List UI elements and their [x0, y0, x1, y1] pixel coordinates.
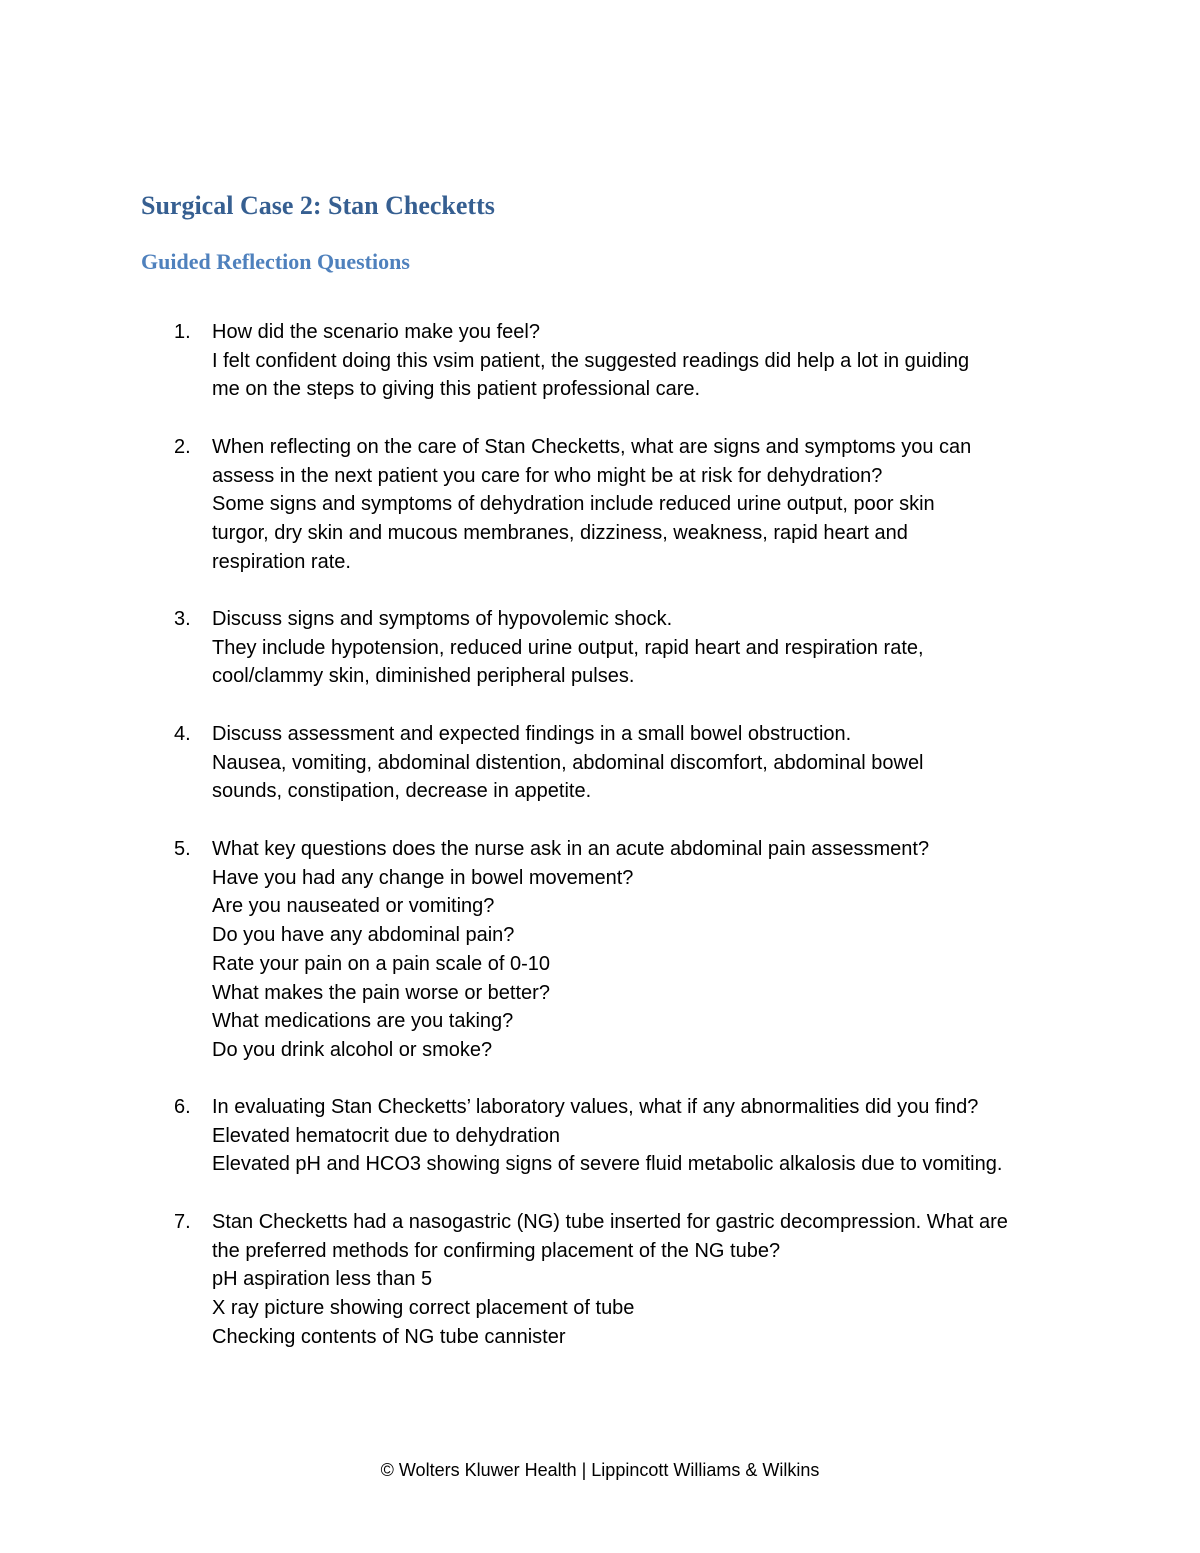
question-number: 5. [174, 838, 191, 860]
section-subtitle: Guided Reflection Questions [141, 249, 410, 274]
question-body [212, 318, 1082, 404]
answer-line: Checking contents of NG tube cannister [212, 1325, 566, 1348]
question-body [212, 433, 1082, 577]
answer-line: Some signs and symptoms of dehydration include reduced urine output, poor skin [212, 493, 935, 516]
question-number: 2. [174, 436, 191, 458]
answer-line: Elevated pH and HCO3 showing signs of severe fluid metabolic alkalosis due to vomiting. [212, 1153, 1003, 1176]
question-text: How did the scenario make you feel? [212, 321, 540, 343]
question-body [212, 1208, 1082, 1352]
answer-line: Nausea, vomiting, abdominal distention, abdominal discomfort, abdominal bowel [212, 751, 924, 774]
question-number: 7. [174, 1211, 191, 1233]
answer-line: Are you nauseated or vomiting? [212, 895, 495, 918]
question-number: 1. [174, 321, 191, 343]
question-text: When reflecting on the care of Stan Checketts, what are signs and symptoms you can [212, 436, 972, 458]
answer-line: Have you had any change in bowel movement? [212, 866, 634, 889]
answer-line: What medications are you taking? [212, 1010, 514, 1033]
answer-line: X ray picture showing correct placement of tube [212, 1297, 635, 1320]
answer-line: I felt confident doing this vsim patient, the suggested readings did help a lot in guiding [212, 349, 970, 372]
answer-line: sounds, constipation, decrease in appetite. [212, 780, 592, 803]
answer-line: me on the steps to giving this patient professional care. [212, 378, 701, 401]
answer-line: They include hypotension, reduced urine output, rapid heart and respiration rate, [212, 636, 924, 659]
question-text: Discuss signs and symptoms of hypovolemic shock. [212, 608, 673, 630]
answer-line: Rate your pain on a pain scale of 0-10 [212, 952, 550, 975]
question-text: assess in the next patient you care for who might be at risk for dehydration? [212, 464, 883, 487]
question-text: In evaluating Stan Checketts’ laboratory values, what if any abnormalities did you find? [212, 1096, 979, 1118]
answer-line: Do you have any abdominal pain? [212, 924, 515, 947]
answer-line: Do you drink alcohol or smoke? [212, 1038, 493, 1061]
question-body [212, 605, 1082, 691]
question-number: 6. [174, 1096, 191, 1118]
answer-line: turgor, dry skin and mucous membranes, dizziness, weakness, rapid heart and [212, 522, 908, 545]
question-body [212, 720, 1082, 806]
question-text: Discuss assessment and expected findings in a small bowel obstruction. [212, 723, 852, 745]
answer-line: Elevated hematocrit due to dehydration [212, 1124, 560, 1147]
copyright-footer: © Wolters Kluwer Health | Lippincott Williams & Wilkins [380, 1460, 820, 1480]
question-body [212, 1093, 1082, 1179]
page-title: Surgical Case 2: Stan Checketts [141, 191, 495, 220]
question-body [212, 835, 1082, 1065]
question-text: Stan Checketts had a nasogastric (NG) tube inserted for gastric decompression. What are [212, 1211, 1008, 1233]
answer-line: cool/clammy skin, diminished peripheral pulses. [212, 665, 635, 688]
answer-line: What makes the pain worse or better? [212, 981, 550, 1004]
question-text: the preferred methods for confirming placement of the NG tube? [212, 1239, 781, 1262]
question-number: 4. [174, 723, 191, 745]
question-number: 3. [174, 608, 191, 630]
answer-line: respiration rate. [212, 550, 351, 573]
question-text: What key questions does the nurse ask in an acute abdominal pain assessment? [212, 838, 930, 860]
answer-line: pH aspiration less than 5 [212, 1268, 433, 1291]
